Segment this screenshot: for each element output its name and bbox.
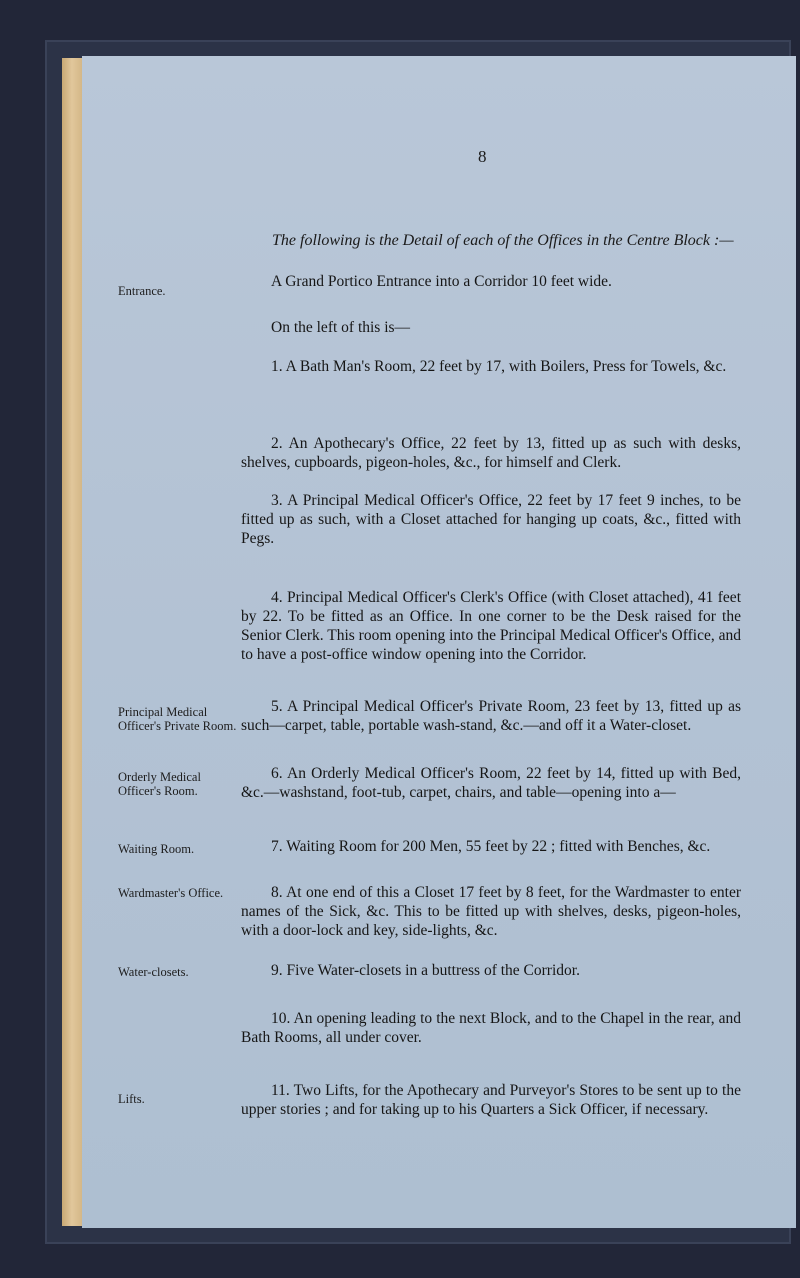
margin-note-lifts: Lifts.: [118, 1092, 145, 1106]
paragraph-entrance: A Grand Portico Entrance into a Corridor 10 feet wide.: [271, 273, 612, 290]
paragraph-left-intro: On the left of this is—: [271, 319, 411, 336]
paragraph-10: 10. An opening leading to the next Block, and to the Chapel in the rear, and Bath Rooms, all under cover.: [241, 1010, 741, 1046]
margin-note-principal-medical: Principal Medical Officer's Private Room.: [118, 705, 237, 733]
paragraph-2: 2. An Apothecary's Office, 22 feet by 13, fitted up as such with desks, shelves, cupboards, pigeon-holes, &c., for himself and Clerk.: [241, 435, 741, 471]
paragraph-3: 3. A Principal Medical Officer's Office, 22 feet by 17 feet 9 inches, to be fitted up as such, with a Closet attached for hanging up coats, &c., fitted with Pegs.: [241, 492, 741, 547]
paragraph-11: 11. Two Lifts, for the Apothecary and Purveyor's Stores to be sent up to the upper stories ; and for taking up to his Quarters a Sick Officer, if necessary.: [241, 1082, 741, 1118]
page-edges: [62, 58, 84, 1226]
paragraph-6: 6. An Orderly Medical Officer's Room, 22 feet by 14, fitted up with Bed, &c.—washstand, foot-tub, carpet, chairs, and table—opening into a—: [241, 765, 741, 801]
margin-note-water-closets: Water-closets.: [118, 965, 189, 979]
page-number: 8: [478, 147, 487, 166]
paragraph-8: 8. At one end of this a Closet 17 feet by 8 feet, for the Wardmaster to enter names of the Sick, &c. This to be fitted up with shelves, desks, pigeon-holes, with a door-lock and key, side-lights, &c.: [241, 884, 741, 939]
paragraph-5: 5. A Principal Medical Officer's Private Room, 23 feet by 13, fitted up as such—carpet, table, portable wash-stand, &c.—and off it a Water-closet.: [241, 698, 741, 734]
paragraph-1: 1. A Bath Man's Room, 22 feet by 17, with Boilers, Press for Towels, &c.: [271, 358, 727, 375]
margin-note-wardmaster: Wardmaster's Office.: [118, 886, 224, 900]
paragraph-4: 4. Principal Medical Officer's Clerk's Office (with Closet attached), 41 feet by 22. To be fitted as an Office. In one corner to be the Desk raised for the Senior Clerk. This room opening into the Principal Medical Officer's Office, and to have a post-office window opening into the Corridor.: [241, 589, 741, 663]
paragraph-9: 9. Five Water-closets in a buttress of the Corridor.: [271, 962, 580, 979]
page-heading: The following is the Detail of each of the Offices in the Centre Block :—: [272, 232, 734, 249]
paragraph-7: 7. Waiting Room for 200 Men, 55 feet by 22 ; fitted with Benches, &c.: [271, 838, 711, 855]
margin-note-waiting-room: Waiting Room.: [118, 842, 195, 856]
margin-note-orderly-medical: Orderly Medical Officer's Room.: [118, 770, 201, 798]
margin-note-entrance: Entrance.: [118, 284, 166, 298]
